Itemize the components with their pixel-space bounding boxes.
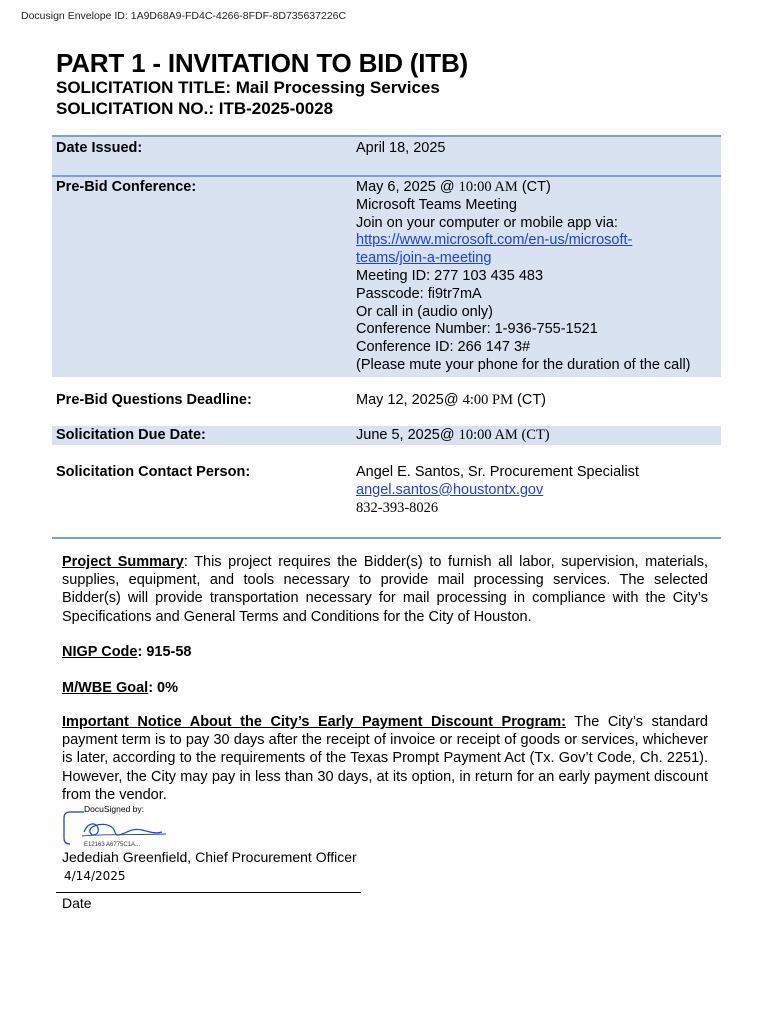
date-issued-value: April 18, 2025 [356,140,446,156]
prebid-line: Join on your computer or mobile app via: [356,214,618,231]
prebid-details [356,179,691,375]
due-time: 10:00 AM (CT) [458,427,550,443]
signature-line [56,892,361,893]
contact-details [356,464,639,517]
prebid-tz: (CT) [517,179,551,195]
due-date: June 5, 2025@ [356,427,459,443]
questions-label: Pre-Bid Questions Deadline: [56,392,252,408]
envelope-id: Docusign Envelope ID: 1A9D68A9-FD4C-4266-8FDF-8D735637226C [21,10,347,22]
row-contact-person [52,455,721,535]
passcode: Passcode: fi9tr7mA [356,285,482,302]
conference-id: Conference ID: 266 147 3# [356,339,531,356]
contact-phone: 832-393-8026 [356,499,439,516]
nigp-label: NIGP Code [62,644,138,660]
notice-label: Important Notice About the City’s Early Payment Discount Program: [62,714,567,730]
mwbe-value: : 0% [148,680,179,696]
questions-time: 4:00 PM [462,392,513,408]
questions-tz: (CT) [513,392,547,408]
early-payment-notice [62,713,708,804]
page-title: PART 1 - INVITATION TO BID (ITB) [56,48,468,78]
docusigned-by-label: DocuSigned by: [84,804,145,814]
prebid-label: Pre-Bid Conference: [56,179,197,195]
contact-name: Angel E. Santos, Sr. Procurement Specialist [356,464,639,480]
questions-date: May 12, 2025@ [356,392,463,408]
mwbe-goal [62,679,708,697]
project-summary [62,553,708,626]
teams-link[interactable]: https://www.microsoft.com/en-us/microsoft- [356,232,633,249]
prebid-time: 10:00 AM [458,179,518,195]
due-label: Solicitation Due Date: [56,427,206,443]
solicitation-number: SOLICITATION NO.: ITB-2025-0028 [56,99,334,118]
row-questions-deadline [52,385,721,417]
date-label: Date [62,895,92,911]
questions-value [356,392,546,410]
prebid-line: Microsoft Teams Meeting [356,196,517,213]
project-summary-text: : This project requires the Bidder(s) to furnish all labor, supervision, materials, supplies, equipment, and tools necessary to provide mail processing services. The selected Bidder(s) will provide transportation necessary for mail processing in compliance with the City’s Specifications and General Terms and Conditions for the City of Houston. [62,554,709,625]
signature-id: E12163 A6775C1A... [84,842,141,848]
conference-number: Conference Number: 1-936-755-1521 [356,321,598,338]
notice-text: The City’s standard payment term is to pay 30 days after the receipt of invoice or receipt of goods or services, whichever is later, according to the requirements of the Texas Prompt Payment Act (Tx. Gov’t Code, Ch. 2251). However, the City may pay in less than 30 days, at its option, in return for an early payment discount from the vendor. [62,714,708,803]
project-summary-label: Project Summary [62,554,184,570]
row-due-date [52,426,721,445]
due-value [356,427,550,445]
prebid-datetime [356,179,691,197]
table-rule [52,537,721,539]
nigp-value: : 915-58 [137,644,192,660]
contact-email-link[interactable]: angel.santos@houstontx.gov [356,481,544,498]
mwbe-label: M/WBE Goal [62,680,149,696]
signature-date: 4/14/2025 [64,869,126,883]
prebid-date: May 6, 2025 @ [356,179,459,195]
signature-scribble-icon [84,824,162,835]
docusign-signature-block [62,804,182,852]
meeting-id: Meeting ID: 277 103 435 483 [356,267,544,284]
signer-caption: Jedediah Greenfield, Chief Procurement Officer [62,849,357,865]
date-issued-label: Date Issued: [56,140,143,156]
teams-link-continued[interactable]: teams/join-a-meeting [356,250,492,267]
call-in-note: Or call in (audio only) [356,303,493,320]
solicitation-title: SOLICITATION TITLE: Mail Processing Services [56,78,440,97]
row-date-issued [52,137,721,175]
row-prebid-conference [52,177,721,377]
contact-label: Solicitation Contact Person: [56,464,251,480]
nigp-code [62,643,708,661]
mute-note: (Please mute your phone for the duration of the call) [356,356,691,373]
